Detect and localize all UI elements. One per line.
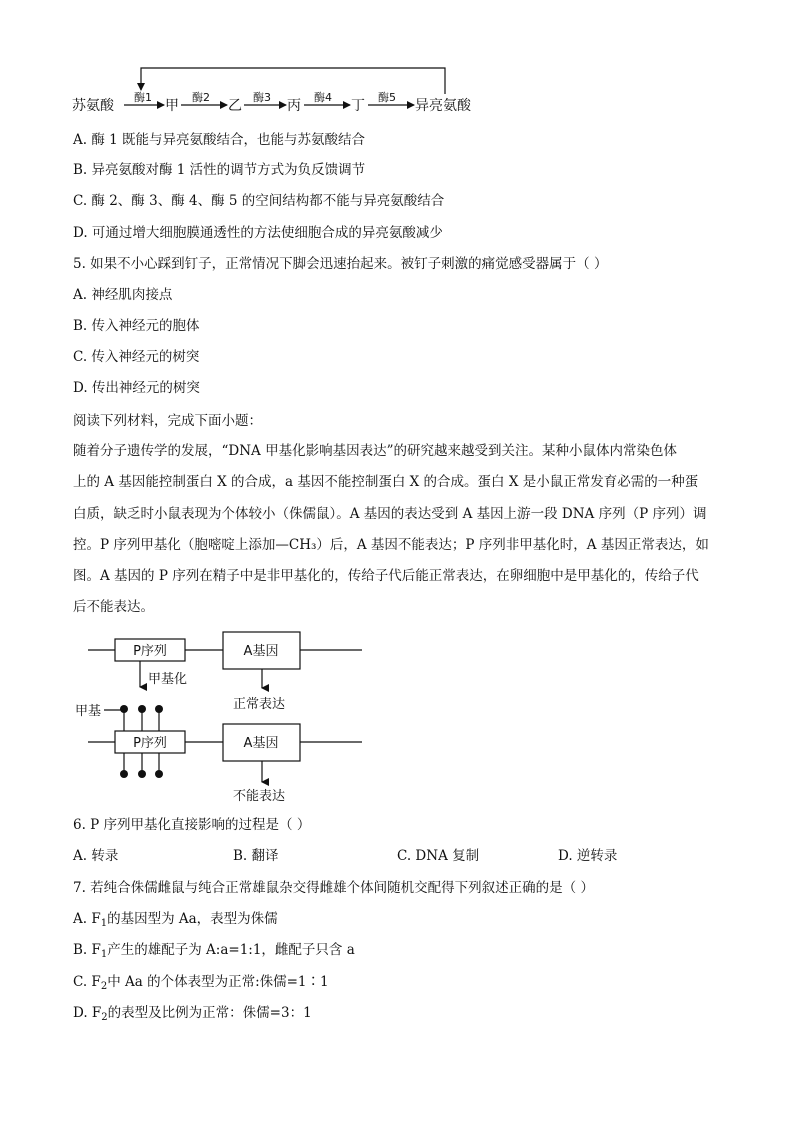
q6-option-b[interactable]: B. 翻译	[233, 848, 279, 864]
pathway-diagram	[0, 60, 794, 120]
passage-line: 白质，缺乏时小鼠表现为个体较小（侏儒鼠）。A 基因的表达受到 A 基因上游一段 DNA 序列（P 序列）调	[73, 506, 707, 522]
methylation-diagram	[0, 625, 794, 810]
svg-text:A基因: A基因	[243, 644, 279, 659]
methyl-dot	[155, 770, 163, 778]
q5-option-b[interactable]: B. 传入神经元的胞体	[73, 318, 200, 334]
q6-option-a[interactable]: A. 转录	[73, 848, 119, 864]
normal-expression-label: 正常表达	[233, 697, 286, 712]
svg-text:A基因: A基因	[243, 736, 279, 751]
enzyme-label: 酶5	[378, 91, 396, 104]
q6-option-d[interactable]: D. 逆转录	[558, 848, 618, 864]
pathway-product: 乙	[228, 98, 242, 114]
passage-line: 后不能表达。	[73, 599, 154, 615]
q7-option-d[interactable]: D. $F_2$的表型及比例为正常：侏儒=3：1	[73, 1005, 312, 1023]
q5-option-d[interactable]: D. 传出神经元的树突	[73, 380, 200, 396]
q6-stem: 6. P 序列甲基化直接影响的过程是（ ）	[73, 817, 311, 833]
q6-option-c[interactable]: C. DNA 复制	[397, 848, 480, 864]
q5-option-a[interactable]: A. 神经肌肉接点	[73, 287, 173, 303]
q4-option-d[interactable]: D. 可通过增大细胞膜通透性的方法使细胞合成的异亮氨酸减少	[73, 225, 443, 241]
methyl-dot	[138, 705, 146, 713]
q5-stem: 5. 如果不小心踩到钉子，正常情况下脚会迅速抬起来。被钉子刺激的痛觉感受器属于（ ）	[73, 256, 608, 272]
methyl-dot	[138, 770, 146, 778]
pathway-end: 异亮氨酸	[415, 98, 471, 114]
methyl-dot	[155, 705, 163, 713]
methylation-label: 甲基化	[148, 672, 188, 687]
methyl-dot	[120, 770, 128, 778]
svg-text:P序列: P序列	[133, 644, 167, 659]
pathway-product: 丙	[287, 98, 301, 114]
passage-line: 随着分子遗传学的发展，“DNA 甲基化影响基因表达”的研究越来越受到关注。某种小鼠体内常染色体	[73, 443, 677, 459]
svg-text:P序列: P序列	[133, 736, 167, 751]
passage-line: 上的 A 基因能控制蛋白 X 的合成，a 基因不能控制蛋白 X 的合成。蛋白 X 是小鼠正常发育必需的一种蛋	[73, 474, 699, 490]
q4-option-b[interactable]: B. 异亮氨酸对酶 1 活性的调节方式为负反馈调节	[73, 162, 366, 178]
q7-option-b[interactable]: B. $F_1$产生的雄配子为 A:a=1:1，雌配子只含 a	[73, 942, 355, 960]
enzyme-label: 酶4	[314, 91, 332, 104]
q4-option-c[interactable]: C. 酶 2、酶 3、酶 4、酶 5 的空间结构都不能与异亮氨酸结合	[73, 193, 445, 209]
methyl-dot	[120, 705, 128, 713]
q7-option-a[interactable]: A. $F_1$的基因型为 Aa，表型为侏儒	[73, 911, 278, 929]
q5-option-c[interactable]: C. 传入神经元的树突	[73, 349, 200, 365]
pathway-start: 苏氨酸	[72, 98, 114, 114]
passage-line: 图。A 基因的 P 序列在精子中是非甲基化的，传给子代后能正常表达，在卵细胞中是甲基化的，传给子代	[73, 568, 699, 584]
q7-stem: 7. 若纯合侏儒雌鼠与纯合正常雄鼠杂交得雌雄个体间随机交配得下列叙述正确的是（ ）	[73, 880, 594, 896]
passage-line: 控。P 序列甲基化（胞嘧啶上添加—CH₃）后，A 基因不能表达；P 序列非甲基化时，A 基因正常表达，如	[73, 537, 709, 553]
pathway-product: 丁	[351, 98, 365, 114]
enzyme-label: 酶1	[134, 91, 152, 104]
not-expressed-label: 不能表达	[233, 789, 286, 804]
pathway-product: 甲	[165, 98, 179, 114]
methyl-group-label: 甲基	[75, 704, 102, 719]
q4-option-a[interactable]: A. 酶 1 既能与异亮氨酸结合，也能与苏氨酸结合	[73, 132, 366, 148]
enzyme-label: 酶3	[253, 91, 271, 104]
feedback-line	[141, 68, 445, 94]
passage-intro: 阅读下列材料，完成下面小题：	[73, 413, 262, 429]
enzyme-label: 酶2	[192, 91, 210, 104]
q7-option-c[interactable]: C. $F_2$中 Aa 的个体表型为正常:侏儒=1∶1	[73, 974, 329, 992]
